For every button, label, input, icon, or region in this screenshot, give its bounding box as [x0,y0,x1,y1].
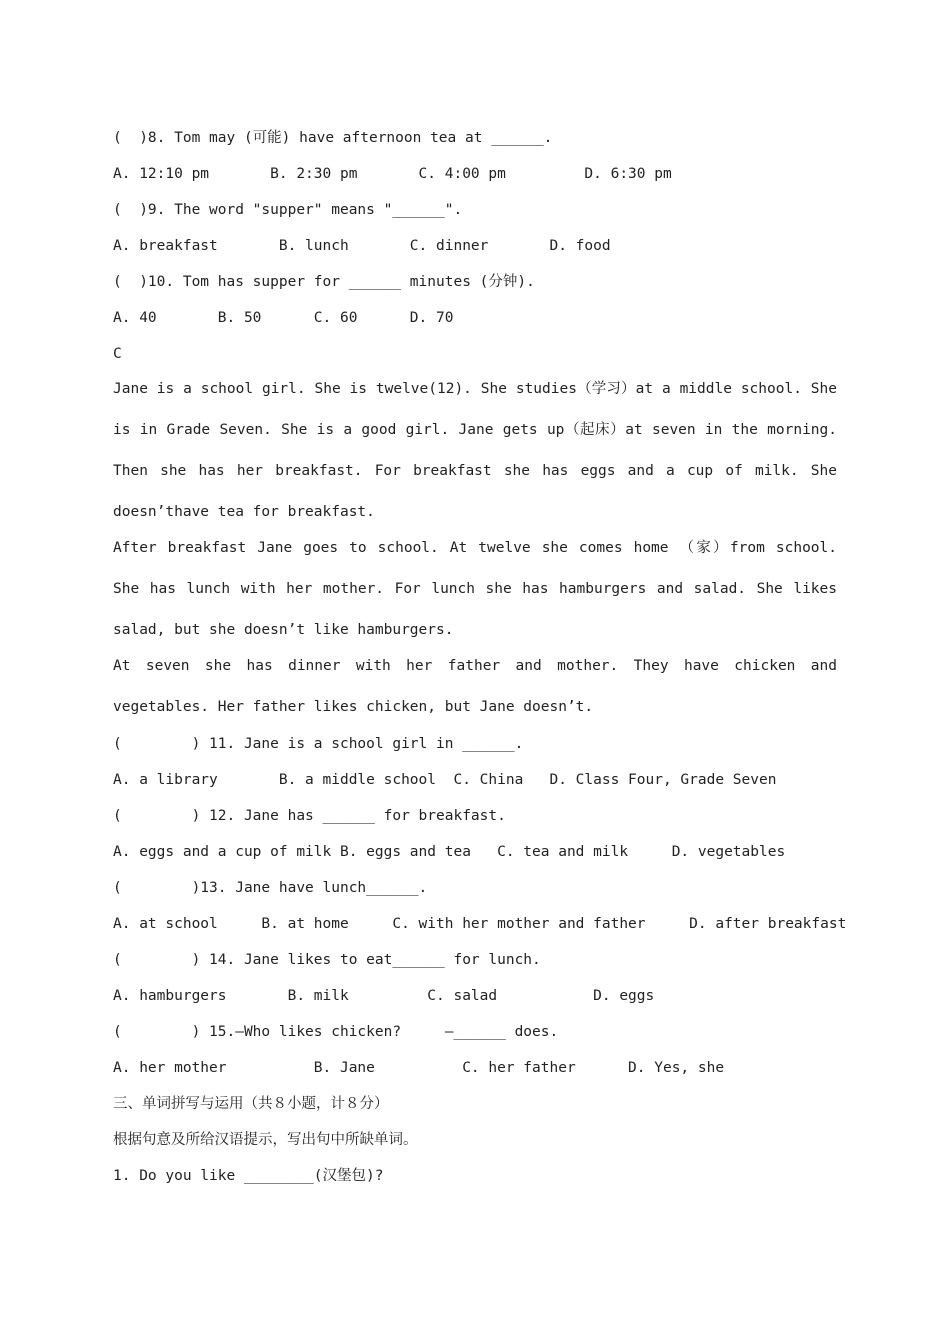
question-14-stem: ( ) 14. Jane likes to eat______ for lunch. [113,952,541,968]
section-3-instruction: 根据句意及所给汉语提示，写出句中所缺单词。 [113,1132,418,1148]
question-13-options: A. at school B. at home C. with her mother and father D. after breakfast [113,916,847,932]
question-8-stem: ( )8. Tom may (可能) have afternoon tea at ______. [113,130,553,146]
question-9-options: A. breakfast B. lunch C. dinner D. food [113,238,611,254]
section-c-heading: C [113,346,122,362]
question-15-stem: ( ) 15.—Who likes chicken? —______ does. [113,1024,559,1040]
question-13-stem: ( )13. Jane have lunch______. [113,880,428,896]
passage-paragraph-1: Jane is a school girl. She is twelve(12). She studies（学习）at a middle school. She is in Grade Seven. She is a good girl. Jane gets up（起床）at seven in the morning. Then she has her breakfast. For breakfast she has eggs and a cup of milk. She doesn’thave tea for breakfast. [113,381,837,520]
question-9-stem: ( )9. The word "supper" means "______". [113,202,463,218]
question-8-options: A. 12:10 pm B. 2:30 pm C. 4:00 pm D. 6:30 pm [113,166,672,182]
question-12-options: A. eggs and a cup of milk B. eggs and tea C. tea and milk D. vegetables [113,844,786,860]
section-3-title: 三、单词拼写与运用（共８小题，计８分） [113,1096,389,1112]
question-14-options: A. hamburgers B. milk C. salad D. eggs [113,988,655,1004]
question-11-stem: ( ) 11. Jane is a school girl in ______. [113,736,524,752]
question-10-stem: ( )10. Tom has supper for ______ minutes (分钟). [113,274,535,290]
passage-paragraph-3: At seven she has dinner with her father and mother. They have chicken and vegetables. Her father likes chicken, but Jane doesn’t. [113,658,837,715]
passage-paragraph-2: After breakfast Jane goes to school. At twelve she comes home （家）from school. She has lunch with her mother. For lunch she has hamburgers and salad. She likes salad, but she doesn’t like hamburgers. [113,540,837,638]
question-11-options: A. a library B. a middle school C. China D. Class Four, Grade Seven [113,772,777,788]
question-10-options: A. 40 B. 50 C. 60 D. 70 [113,310,454,326]
question-15-options: A. her mother B. Jane C. her father D. Yes, she [113,1060,725,1076]
spelling-question-1: 1. Do you like ________(汉堡包)? [113,1168,384,1184]
question-12-stem: ( ) 12. Jane has ______ for breakfast. [113,808,506,824]
